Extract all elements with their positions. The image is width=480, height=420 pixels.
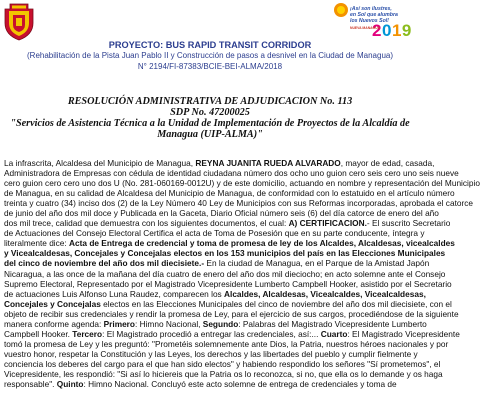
- resolution-sdp: SDP No. 47200025: [170, 107, 250, 118]
- body-line: [4, 339, 459, 349]
- resolution-title: RESOLUCIÓN ADMINISTRATIVA DE ADJUDICACION No. 113: [67, 96, 353, 107]
- body-line: [4, 279, 459, 289]
- body-text: : Himno Nacional,: [134, 318, 203, 329]
- body-text: treinta y cuatro (34) inciso dos (2) de la Ley Número 40 Ley de Municipios con sus Reformas incorporadas, aprobada el catorce: [4, 198, 474, 209]
- body-text: electos en las Elecciones Municipales del cinco de noviembre del año dos mil diecisiete, con el: [100, 298, 452, 309]
- body-text: : Palabras del Magistrado Vicepresidente Lumberto: [238, 318, 427, 329]
- badge-line: los Nuevos Sol!: [350, 18, 389, 24]
- body-text: objeto de recibir sus credenciales y rendir la promesa de Ley, para el ejercicio de sus cargos, procediéndose de la siguiente: [4, 308, 459, 319]
- body-text: : El Magistrado Vicepresidente: [347, 328, 460, 339]
- badge-year-digit: 0: [381, 21, 392, 40]
- body-text: cero guion cero cero uno dos U (No. 281-060169-0012U) y de este domicilio, actuando en nombre y representación del Municipio: [4, 178, 480, 189]
- body-line: [4, 269, 459, 279]
- body-line: [4, 198, 474, 209]
- body-text: conciencia los deberes del cargo para el que han sido electos" y habiendo respondido los señores "Sí prometemos", el: [4, 358, 441, 369]
- body-bold-text: Alcaldes, Alcaldesas, Vicealcaldes, Vicealcaldesas,: [224, 288, 426, 299]
- badge-year: [372, 21, 412, 41]
- project-subtitle: (Rehabilitación de la Pista Juan Pablo II y Construcción de pasos a desnivel en la Ciudad de Managua): [27, 51, 393, 60]
- body-line: [4, 228, 459, 238]
- body-line: [4, 309, 459, 319]
- body-text: : El Magistrado procedió a entregar las credenciales, así:...: [102, 328, 321, 339]
- resolution-service-line: "Servicios de Asistencia Técnica a la Unidad de Implementación de Proyectos de la Alcaldía de: [10, 118, 410, 129]
- body-text: Supremo Electoral, Representado por el Magistrado Vicepresidente Lumberto Campbell Hooker, asistido por el Secretario: [4, 278, 452, 289]
- body-text: Campbell Hooker.: [4, 328, 73, 339]
- body-line: [4, 218, 459, 228]
- body-bold-text: REYNA JUANITA RUEDA ALVARADO: [195, 158, 341, 168]
- badge-year-digit: 1: [391, 21, 402, 40]
- body-line: [4, 319, 459, 329]
- body-text: tomó la promesa de Ley y les preguntó: "Prometéis solemnemente ante Dios, la Patria, nuestros héroes nacionales y por: [4, 338, 449, 349]
- body-text: de Actuaciones del Consejo Electoral Certifica el acta de Toma de Posesión que en su parte conducente, íntegra y: [4, 228, 425, 239]
- body-text: La infrascrita, Alcaldesa del Municipio de Managua,: [4, 158, 196, 168]
- body-line: [4, 299, 459, 309]
- body-bold-text: del cinco de noviembre del año dos mil diecisiete.-: [4, 258, 205, 269]
- body-line: [4, 369, 459, 379]
- body-bold-text: Primero: [103, 318, 135, 329]
- badge-year-digit: 2: [372, 21, 382, 40]
- project-number: N° 2194/FI-87383/BCIE-BEI-ALMA/2018: [137, 62, 283, 71]
- body-line: [4, 289, 459, 299]
- body-bold-text: Quinto: [56, 379, 84, 390]
- body-text: Nicaragua, a las once de la mañana del día cuatro de enero del año dos mil dieciocho; en acto solemne ante el Consejo: [4, 268, 446, 279]
- body-line: [4, 379, 459, 389]
- body-text: literalmente dice:: [4, 238, 70, 249]
- badge-tagline: NUEVA MANAGUA: [350, 26, 381, 30]
- body-line: [4, 329, 459, 339]
- body-line: [4, 158, 459, 168]
- body-text: de Managua, en su calidad de Alcaldesa del Municipio de Managua, de conformidad con lo estatuido en el artículo número: [4, 188, 455, 199]
- body-bold-text: A) CERTIFICACION.: [288, 218, 367, 229]
- body-line: [4, 238, 459, 248]
- body-line: [4, 208, 459, 218]
- document-body: [4, 158, 480, 390]
- badge-year-digit: 9: [401, 21, 412, 40]
- badge-line: ¡Así son ilustres,: [350, 6, 392, 12]
- body-text: : Himno Nacional. Concluyó este acto solemne de entrega de credenciales y toma de: [83, 379, 397, 390]
- body-bold-text: Cuarto: [320, 328, 348, 339]
- body-text: Administradora de Empresas con cédula de identidad ciudadana número dos ocho uno guion cero seis cero uno seis nueve: [4, 168, 459, 179]
- body-line: [4, 168, 459, 178]
- body-text: - El suscrito Secretario: [366, 218, 451, 229]
- body-text: dos mil trece, calidad que demuestra con los siguientes documentos, el cual:: [4, 218, 289, 229]
- body-line: [4, 248, 459, 258]
- body-text: Vicepresidente, les respondió: "Si así lo hiciereis que la Patria os lo reconozca, si no, que ella os lo demande y os haga: [4, 368, 443, 379]
- resolution-service-line: Managua (UIP-ALMA)": [157, 129, 263, 140]
- body-bold-text: y Vicealcaldesas, Concejales y Concejalas electos en los 153 municipios del país en las Elecciones Municipales: [4, 248, 446, 259]
- body-bold-text: Tercero: [72, 328, 103, 339]
- body-text: En la ciudad de Managua, en el Parque de la Amistad Japón: [204, 258, 430, 269]
- body-line: [4, 349, 459, 359]
- body-text: , mayor de edad, casada,: [340, 158, 435, 168]
- document-header: [0, 0, 420, 80]
- resolution-heading: [0, 96, 420, 140]
- body-bold-text: Concejales y Concejalas: [4, 298, 101, 309]
- body-text: responsable".: [4, 379, 57, 390]
- body-text: vuestro honor, respetar la Constitución y las Leyes, los derechos y las libertades del pueblo y cumplir fielmente y: [4, 348, 418, 359]
- body-text: de junio del año dos mil doce y Publicada en la Gaceta, Diario Oficial número seis (6) del día catorce de enero del año: [4, 208, 439, 219]
- body-line: [4, 178, 480, 189]
- body-bold-text: Segundo: [202, 318, 239, 329]
- coat-of-arms-icon: [2, 1, 36, 41]
- body-line: [4, 258, 459, 268]
- body-text: manera conforme agenda:: [4, 318, 104, 329]
- body-bold-text: Acta de Entrega de credencial y toma de promesa de ley de los Alcaldes, Alcaldesas, vicealcaldes: [69, 238, 455, 249]
- body-line: [4, 188, 459, 198]
- project-title: PROYECTO: BUS RAPID TRANSIT CORRIDOR: [108, 40, 312, 50]
- body-text: de actuaciones Luis Alfonso Luna Raudez, comparecen los: [4, 288, 225, 299]
- body-line: [4, 359, 459, 369]
- badge-line: en Sol que alumbra: [350, 12, 398, 18]
